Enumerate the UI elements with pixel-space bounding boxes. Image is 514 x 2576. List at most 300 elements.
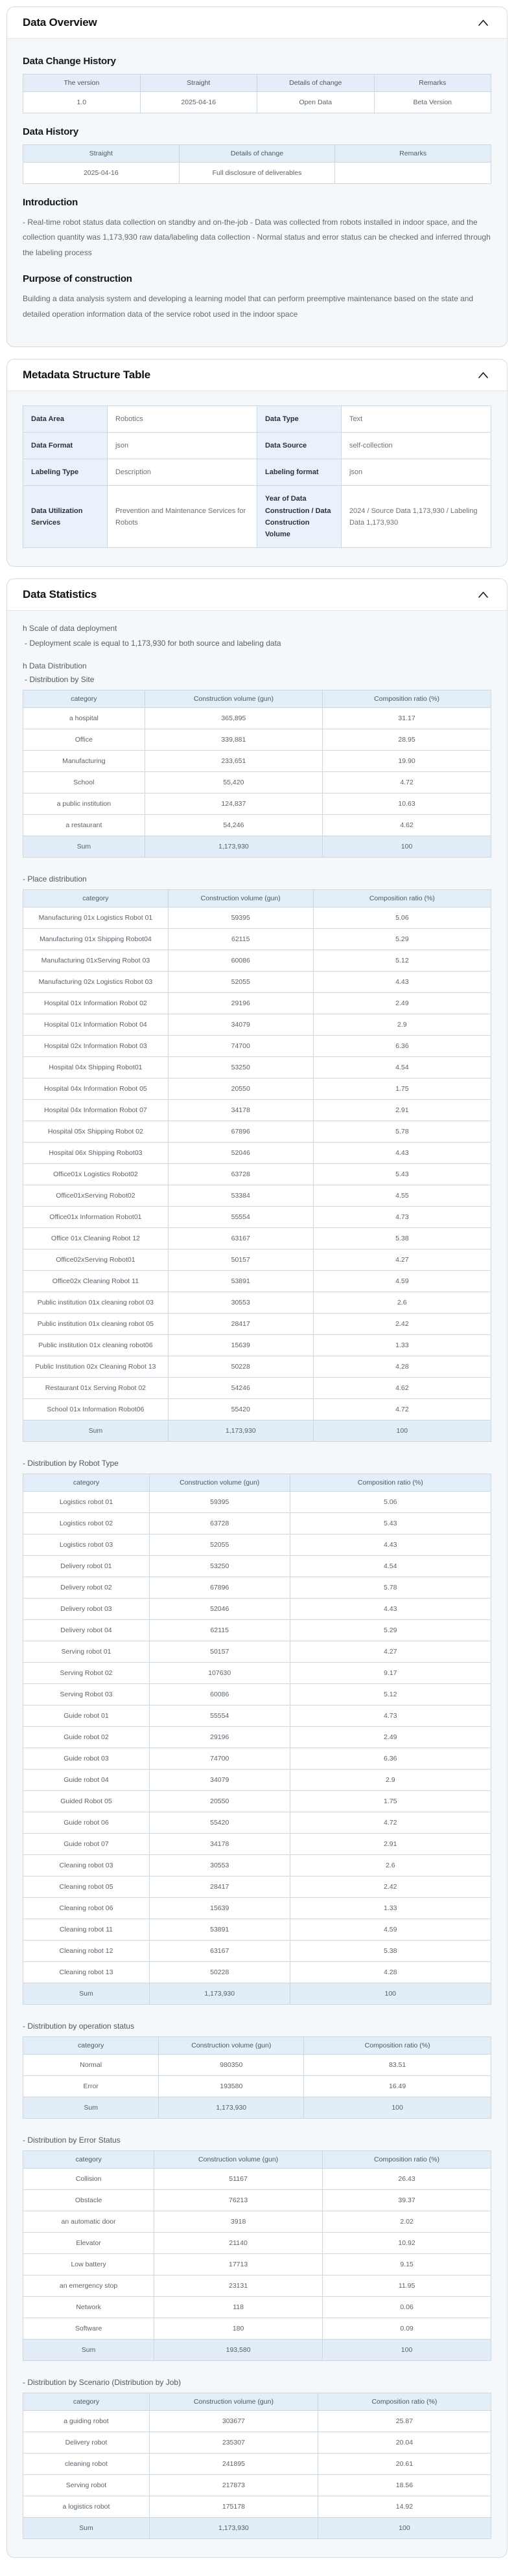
table-cell: Cleaning robot 12 <box>23 1941 150 1962</box>
metadata-label: Data Utilization Services <box>23 486 108 548</box>
data-history-heading: Data History <box>23 126 78 137</box>
table-cell: Guide robot 06 <box>23 1812 150 1834</box>
table-row <box>23 1271 491 1292</box>
table-cell: 19.90 <box>323 751 491 772</box>
metadata-value: json <box>341 459 491 486</box>
table-cell: 4.62 <box>313 1378 491 1399</box>
table-cell: 20.61 <box>318 2454 491 2475</box>
metadata-label: Data Source <box>257 433 341 459</box>
metadata-body <box>7 391 507 566</box>
table-row <box>23 993 491 1014</box>
table-row <box>23 1599 491 1620</box>
column-header: category <box>23 890 169 907</box>
metadata-row <box>23 459 491 486</box>
table-cell: 4.27 <box>290 1641 491 1663</box>
table-cell: 100 <box>323 2340 491 2361</box>
table-cell: Obstacle <box>23 2190 154 2211</box>
table-cell: Hospital 02x Information Robot 03 <box>23 1036 169 1057</box>
column-header: Construction volume (gun) <box>168 890 313 907</box>
table-cell: 2.02 <box>323 2211 491 2233</box>
statistics-card <box>6 578 508 2558</box>
table-row <box>23 1036 491 1057</box>
table-cell: 30553 <box>168 1292 313 1314</box>
table-cell: 241895 <box>149 2454 318 2475</box>
table-row <box>23 1534 491 1556</box>
table-cell: 9.15 <box>323 2254 491 2275</box>
metadata-card <box>6 359 508 567</box>
table-cell: 50228 <box>168 1356 313 1378</box>
table-cell: Guide robot 07 <box>23 1834 150 1855</box>
distribution-by-robot-type-block <box>23 1459 491 2005</box>
table-cell: 55554 <box>149 1705 290 1727</box>
table-cell: 4.59 <box>313 1271 491 1292</box>
table-cell: 20550 <box>149 1791 290 1812</box>
table-cell: Hospital 01x Information Robot 02 <box>23 993 169 1014</box>
table-cell: Cleaning robot 06 <box>23 1898 150 1919</box>
table-cell: 15639 <box>149 1898 290 1919</box>
chevron-up-icon <box>478 371 489 381</box>
distribution-by-robot-type-table-wrap <box>23 1474 491 2005</box>
metadata-label: Year of Data Construction / Data Construction Volume <box>257 486 341 548</box>
table-row <box>23 2454 491 2475</box>
table-cell: 5.43 <box>313 1164 491 1185</box>
table-cell: 67896 <box>149 1577 290 1599</box>
table-cell: 124,837 <box>145 793 322 815</box>
table-cell: 4.73 <box>313 1207 491 1228</box>
column-header: Composition ratio (%) <box>323 690 491 708</box>
stat-table-heading: - Place distribution <box>23 874 87 884</box>
table-cell: Office01xServing Robot02 <box>23 1185 169 1207</box>
column-header: Construction volume (gun) <box>149 1474 290 1492</box>
table-cell: 100 <box>290 1983 491 2005</box>
table-row <box>23 1620 491 1641</box>
table-cell: 1,173,930 <box>149 2518 318 2539</box>
table-cell: 34178 <box>149 1834 290 1855</box>
metadata-label: Data Area <box>23 405 108 432</box>
table-row <box>23 2233 491 2254</box>
data-table <box>23 2393 491 2539</box>
table-cell: 303677 <box>149 2411 318 2432</box>
table-row <box>23 1249 491 1271</box>
table-row <box>23 1143 491 1164</box>
stat-table-heading: - Distribution by Robot Type <box>23 1459 119 1468</box>
column-header: category <box>23 2151 154 2169</box>
sum-row <box>23 2518 491 2539</box>
column-header: Composition ratio (%) <box>318 2393 491 2411</box>
table-cell: 4.55 <box>313 1185 491 1207</box>
chevron-up-icon <box>478 19 489 28</box>
distribution-by-error-status-block <box>23 2136 491 2361</box>
table-cell: a guiding robot <box>23 2411 150 2432</box>
table-row <box>23 1207 491 1228</box>
table-cell: 9.17 <box>290 1663 491 1684</box>
table-cell: Elevator <box>23 2233 154 2254</box>
table-cell: 4.43 <box>290 1599 491 1620</box>
data-table <box>23 889 491 1442</box>
table-cell: 0.06 <box>323 2297 491 2318</box>
metadata-value: Description <box>107 459 257 486</box>
table-cell: 1.75 <box>313 1078 491 1100</box>
table-cell: 2025-04-16 <box>23 163 180 184</box>
table-row <box>23 1577 491 1599</box>
table-row <box>23 1834 491 1855</box>
data-overview-card <box>6 6 508 347</box>
table-row <box>23 1378 491 1399</box>
table-row <box>23 92 491 113</box>
table-cell: Error <box>23 2076 159 2097</box>
table-cell: Public Institution 02x Cleaning Robot 13 <box>23 1356 169 1378</box>
table-cell: 4.43 <box>290 1534 491 1556</box>
table-cell: 76213 <box>154 2190 323 2211</box>
table-row <box>23 1356 491 1378</box>
table-cell: 53384 <box>168 1185 313 1207</box>
table-cell: Logistics robot 03 <box>23 1534 150 1556</box>
table-row <box>23 1812 491 1834</box>
table-cell: 60086 <box>168 950 313 972</box>
table-cell: Serving Robot 02 <box>23 1663 150 1684</box>
table-cell: 1.75 <box>290 1791 491 1812</box>
table-row <box>23 2318 491 2340</box>
table-header-row <box>23 2151 491 2169</box>
statistics-body <box>7 611 507 2557</box>
distribution-by-operation-status-table-wrap <box>23 2036 491 2119</box>
table-row <box>23 815 491 836</box>
table-cell: 5.43 <box>290 1513 491 1534</box>
table-cell: Logistics robot 02 <box>23 1513 150 1534</box>
table-cell: Office <box>23 729 145 751</box>
stat-table-heading: - Distribution by Site <box>25 675 95 685</box>
metadata-label: Data Format <box>23 433 108 459</box>
table-cell: Normal <box>23 2055 159 2076</box>
table-cell: Logistics robot 01 <box>23 1492 150 1513</box>
statistics-collapse-button[interactable] <box>475 588 491 601</box>
table-cell: Hospital 04x Information Robot 07 <box>23 1100 169 1121</box>
purpose-heading: Purpose of construction <box>23 273 132 285</box>
table-cell: 28.95 <box>323 729 491 751</box>
data-overview-collapse-button[interactable] <box>475 16 491 29</box>
table-cell: 34178 <box>168 1100 313 1121</box>
table-cell: 53891 <box>149 1919 290 1941</box>
table-cell: 20550 <box>168 1078 313 1100</box>
table-cell: 5.12 <box>313 950 491 972</box>
table-row <box>23 1513 491 1534</box>
metadata-value: Prevention and Maintenance Services for Robots <box>107 486 257 548</box>
table-cell: 39.37 <box>323 2190 491 2211</box>
table-row <box>23 1663 491 1684</box>
table-header-row <box>23 690 491 708</box>
table-cell: 55420 <box>149 1812 290 1834</box>
table-cell: 31.17 <box>323 708 491 729</box>
introduction-heading: Introduction <box>23 197 78 208</box>
table-cell: 20.04 <box>318 2432 491 2454</box>
table-cell: 29196 <box>168 993 313 1014</box>
table-cell: 100 <box>318 2518 491 2539</box>
table-cell: Sum <box>23 1420 169 1442</box>
table-cell: 52055 <box>168 972 313 993</box>
table-header-row <box>23 2393 491 2411</box>
table-cell: Sum <box>23 2097 159 2119</box>
table-row <box>23 793 491 815</box>
table-cell: 18.56 <box>318 2475 491 2496</box>
table-cell: Full disclosure of deliverables <box>179 163 335 184</box>
table-cell: 5.12 <box>290 1684 491 1705</box>
table-row <box>23 1770 491 1791</box>
table-cell: 83.51 <box>304 2055 491 2076</box>
table-cell: 235307 <box>149 2432 318 2454</box>
metadata-value: json <box>107 433 257 459</box>
table-cell: Hospital 05x Shipping Robot 02 <box>23 1121 169 1143</box>
table-row <box>23 729 491 751</box>
table-cell: Low battery <box>23 2254 154 2275</box>
column-header: Construction volume (gun) <box>154 2151 323 2169</box>
table-cell: 52046 <box>149 1599 290 1620</box>
table-cell: Delivery robot 02 <box>23 1577 150 1599</box>
table-cell: 53250 <box>168 1057 313 1078</box>
table-cell: a restaurant <box>23 815 145 836</box>
table-cell: 4.28 <box>313 1356 491 1378</box>
table-cell: 74700 <box>168 1036 313 1057</box>
table-cell: 100 <box>313 1420 491 1442</box>
table-row <box>23 1705 491 1727</box>
table-cell: School 01x Information Robot06 <box>23 1399 169 1420</box>
table-cell: Office01x Logistics Robot02 <box>23 1164 169 1185</box>
table-cell: 2.91 <box>290 1834 491 1855</box>
table-cell: 1,173,930 <box>145 836 322 858</box>
sum-row <box>23 836 491 858</box>
table-cell: 2.49 <box>290 1727 491 1748</box>
table-cell: Collision <box>23 2169 154 2190</box>
table-cell: 21140 <box>154 2233 323 2254</box>
table-cell: 193580 <box>159 2076 304 2097</box>
metadata-title: Metadata Structure Table <box>23 368 151 381</box>
table-cell: 2.9 <box>313 1014 491 1036</box>
column-header: Straight <box>140 74 257 92</box>
table-cell: 2025-04-16 <box>140 92 257 113</box>
column-header: Composition ratio (%) <box>290 1474 491 1492</box>
table-cell: 3918 <box>154 2211 323 2233</box>
table-cell: 217873 <box>149 2475 318 2496</box>
table-cell: Delivery robot 03 <box>23 1599 150 1620</box>
table-row <box>23 2275 491 2297</box>
table-cell: 63728 <box>149 1513 290 1534</box>
table-cell: Office01x Information Robot01 <box>23 1207 169 1228</box>
table-row <box>23 2190 491 2211</box>
table-cell: 59395 <box>149 1492 290 1513</box>
table-row <box>23 1941 491 1962</box>
data-table <box>23 1474 491 2005</box>
table-cell: 29196 <box>149 1727 290 1748</box>
table-cell: Office02x Cleaning Robot 11 <box>23 1271 169 1292</box>
table-cell: Manufacturing 01xServing Robot 03 <box>23 950 169 972</box>
table-row <box>23 1748 491 1770</box>
table-cell: 175178 <box>149 2496 318 2518</box>
table-cell: 28417 <box>149 1876 290 1898</box>
column-header: Composition ratio (%) <box>323 2151 491 2169</box>
table-row <box>23 751 491 772</box>
column-header: Construction volume (gun) <box>145 690 322 708</box>
data-overview-title: Data Overview <box>23 16 97 28</box>
distribution-by-site-block <box>23 675 491 858</box>
table-row <box>23 2211 491 2233</box>
column-header: Composition ratio (%) <box>313 890 491 907</box>
statistics-header <box>7 579 507 611</box>
table-cell: 5.29 <box>290 1620 491 1641</box>
table-cell: 4.72 <box>313 1399 491 1420</box>
table-cell: 10.92 <box>323 2233 491 2254</box>
table-row <box>23 2297 491 2318</box>
column-header: Straight <box>23 145 180 163</box>
metadata-label: Labeling Type <box>23 459 108 486</box>
table-cell: Office02xServing Robot01 <box>23 1249 169 1271</box>
table-row <box>23 708 491 729</box>
column-header: category <box>23 1474 150 1492</box>
table-cell: 23131 <box>154 2275 323 2297</box>
table-cell: 1,173,930 <box>159 2097 304 2119</box>
table-cell: 34079 <box>149 1770 290 1791</box>
table-cell: Hospital 04x Shipping Robot01 <box>23 1057 169 1078</box>
metadata-value: Robotics <box>107 405 257 432</box>
metadata-row <box>23 405 491 432</box>
table-cell: 10.63 <box>323 793 491 815</box>
metadata-label: Labeling format <box>257 459 341 486</box>
table-row <box>23 2055 491 2076</box>
table-row <box>23 1641 491 1663</box>
table-cell: Hospital 04x Information Robot 05 <box>23 1078 169 1100</box>
chevron-up-icon <box>478 591 489 600</box>
table-cell: 62115 <box>149 1620 290 1641</box>
stat-table-heading: - Distribution by Error Status <box>23 2136 121 2145</box>
table-cell: 63167 <box>168 1228 313 1249</box>
table-cell: 2.49 <box>313 993 491 1014</box>
table-cell: 0.09 <box>323 2318 491 2340</box>
table-cell: 233,651 <box>145 751 322 772</box>
table-cell: 5.29 <box>313 929 491 950</box>
table-cell: Guide robot 03 <box>23 1748 150 1770</box>
table-cell: Hospital 01x Information Robot 04 <box>23 1014 169 1036</box>
data-table <box>23 690 491 858</box>
table-cell: Serving robot 01 <box>23 1641 150 1663</box>
table-row <box>23 1492 491 1513</box>
table-cell: Serving robot <box>23 2475 150 2496</box>
table-cell: 339,881 <box>145 729 322 751</box>
table-cell: 15639 <box>168 1335 313 1356</box>
table-cell: Guide robot 04 <box>23 1770 150 1791</box>
table-header-row <box>23 1474 491 1492</box>
column-header: category <box>23 690 145 708</box>
table-cell: Delivery robot <box>23 2432 150 2454</box>
table-row <box>23 1556 491 1577</box>
table-cell: 52055 <box>149 1534 290 1556</box>
table-row <box>23 972 491 993</box>
table-row <box>23 1898 491 1919</box>
metadata-label: Data Type <box>257 405 341 432</box>
distribution-by-scenario-block <box>23 2378 491 2539</box>
table-header-row <box>23 74 491 92</box>
table-cell: Software <box>23 2318 154 2340</box>
table-cell: Manufacturing 02x Logistics Robot 03 <box>23 972 169 993</box>
table-row <box>23 163 491 184</box>
table-cell: 4.54 <box>313 1057 491 1078</box>
table-row <box>23 1855 491 1876</box>
table-cell: 5.06 <box>313 907 491 929</box>
metadata-collapse-button[interactable] <box>475 369 491 382</box>
table-cell: 54246 <box>168 1378 313 1399</box>
metadata-value: 2024 / Source Data 1,173,930 / Labeling Data 1,173,930 <box>341 486 491 548</box>
table-row <box>23 2475 491 2496</box>
table-cell: Beta Version <box>374 92 491 113</box>
column-header: Remarks <box>335 145 491 163</box>
table-row <box>23 2496 491 2518</box>
table-cell: 4.43 <box>313 1143 491 1164</box>
table-cell: 5.38 <box>313 1228 491 1249</box>
sum-row <box>23 2340 491 2361</box>
table-cell: Manufacturing 01x Logistics Robot 01 <box>23 907 169 929</box>
table-cell: 11.95 <box>323 2275 491 2297</box>
table-cell: 50228 <box>149 1962 290 1983</box>
table-cell: Cleaning robot 03 <box>23 1855 150 1876</box>
table-cell: 30553 <box>149 1855 290 1876</box>
table-row <box>23 2169 491 2190</box>
table-cell: 26.43 <box>323 2169 491 2190</box>
data-history-table-wrap <box>23 144 491 184</box>
table-cell: 1.33 <box>313 1335 491 1356</box>
metadata-row <box>23 486 491 548</box>
table-cell: Cleaning robot 05 <box>23 1876 150 1898</box>
table-cell: Hospital 06x Shipping Robot03 <box>23 1143 169 1164</box>
table-header-row <box>23 2037 491 2055</box>
table-cell: an emergency stop <box>23 2275 154 2297</box>
scale-of-deployment-note: - Deployment scale is equal to 1,173,930 for both source and labeling data <box>25 639 281 648</box>
table-cell: 4.43 <box>313 972 491 993</box>
table-cell: 59395 <box>168 907 313 929</box>
table-cell: 980350 <box>159 2055 304 2076</box>
table-row <box>23 1919 491 1941</box>
table-cell: 34079 <box>168 1014 313 1036</box>
data-table <box>23 2036 491 2119</box>
table-row <box>23 1228 491 1249</box>
table-row <box>23 950 491 972</box>
metadata-table <box>23 405 491 548</box>
table-cell: 118 <box>154 2297 323 2318</box>
table-cell: School <box>23 772 145 793</box>
table-cell: 5.78 <box>290 1577 491 1599</box>
table-cell: 180 <box>154 2318 323 2340</box>
table-cell: 2.6 <box>313 1292 491 1314</box>
data-overview-body <box>7 39 507 347</box>
table-cell: Serving Robot 03 <box>23 1684 150 1705</box>
stat-table-heading: - Distribution by Scenario (Distribution by Job) <box>23 2378 181 2388</box>
data-table <box>23 144 491 184</box>
table-cell: Restaurant 01x Serving Robot 02 <box>23 1378 169 1399</box>
table-cell: 4.72 <box>290 1812 491 1834</box>
table-cell: 4.54 <box>290 1556 491 1577</box>
column-header: Details of change <box>257 74 375 92</box>
table-cell: 55,420 <box>145 772 322 793</box>
table-cell: 50157 <box>168 1249 313 1271</box>
table-cell: 74700 <box>149 1748 290 1770</box>
table-cell: 55554 <box>168 1207 313 1228</box>
table-row <box>23 907 491 929</box>
table-cell: 4.28 <box>290 1962 491 1983</box>
table-cell: Sum <box>23 2518 150 2539</box>
table-cell: Sum <box>23 1983 150 2005</box>
column-header: Composition ratio (%) <box>304 2037 491 2055</box>
column-header: category <box>23 2037 159 2055</box>
table-cell: 55420 <box>168 1399 313 1420</box>
table-cell: 4.72 <box>323 772 491 793</box>
table-cell: 62115 <box>168 929 313 950</box>
table-row <box>23 2411 491 2432</box>
